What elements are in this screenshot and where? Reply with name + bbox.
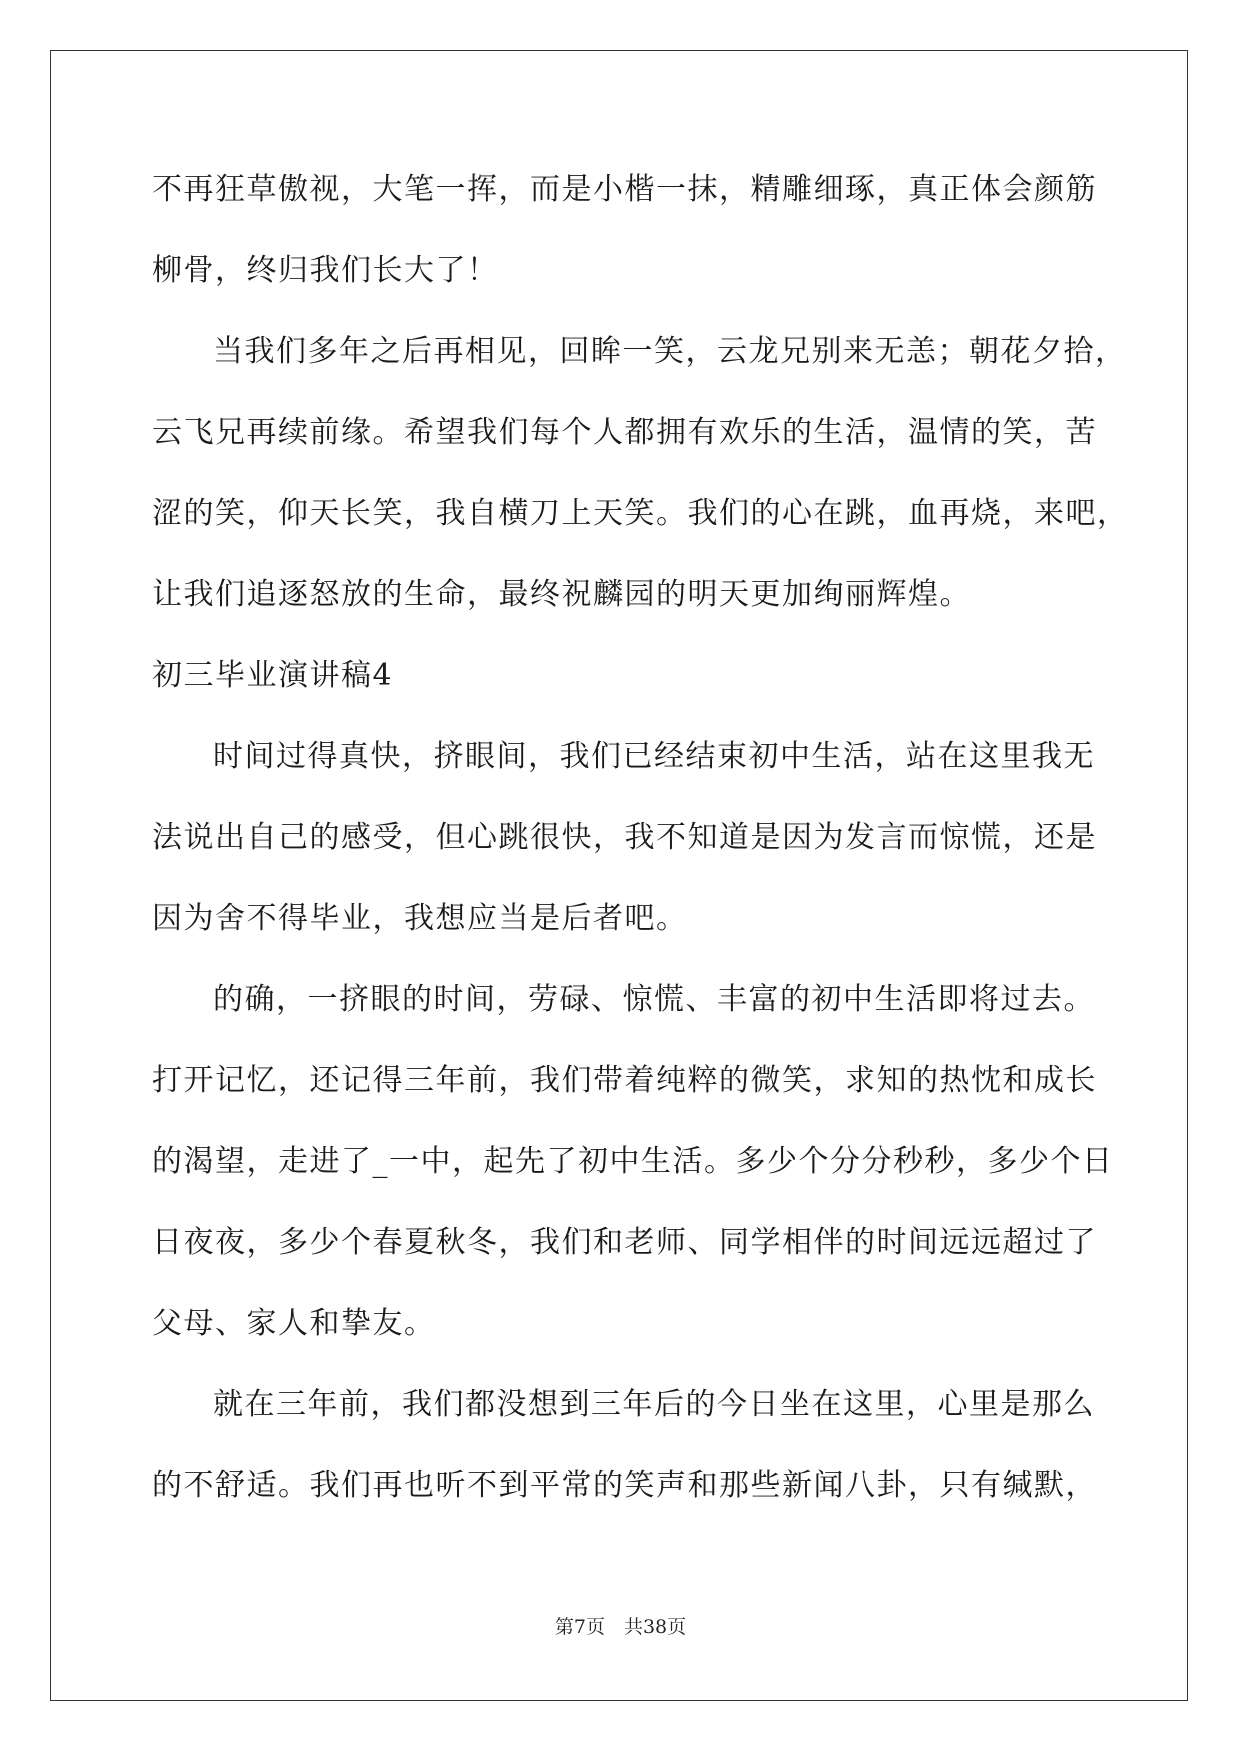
text-line: 就在三年前，我们都没想到三年后的今日坐在这里，心里是那么 (213, 1387, 1095, 1422)
text-line: 打开记忆，还记得三年前，我们带着纯粹的微笑，求知的热忱和成长 (152, 1063, 1097, 1098)
text-line: 的不舒适。我们再也听不到平常的笑声和那些新闻八卦，只有缄默， (152, 1468, 1097, 1503)
text-line: 不再狂草傲视，大笔一挥，而是小楷一抹，精雕细琢，真正体会颜筋 (152, 172, 1097, 207)
text-line: 日夜夜，多少个春夏秋冬，我们和老师、同学相伴的时间远远超过了 (152, 1225, 1097, 1260)
document-body (152, 160, 1129, 1537)
text-line: 法说出自己的感受，但心跳很快，我不知道是因为发言而惊慌，还是 (152, 820, 1097, 855)
text-line: 因为舍不得毕业，我想应当是后者吧。 (152, 901, 688, 936)
text-line: 时间过得真快，挤眼间，我们已经结束初中生活，站在这里我无 (213, 739, 1095, 774)
section-heading: 初三毕业演讲稿4 (152, 658, 394, 693)
text-line: 的渴望，走进了_一中，起先了初中生活。多少个分分秒秒，多少个日 (152, 1144, 1114, 1179)
text-line: 的确，一挤眼的时间，劳碌、惊慌、丰富的初中生活即将过去。 (213, 982, 1095, 1017)
text-line: 让我们追逐怒放的生命，最终祝麟园的明天更加绚丽辉煌。 (152, 577, 971, 612)
page-footer: 第7页 共38页 (554, 1616, 687, 1638)
text-line: 涩的笑，仰天长笑，我自横刀上天笑。我们的心在跳，血再烧，来吧， (152, 496, 1129, 531)
text-line: 云飞兄再续前缘。希望我们每个人都拥有欢乐的生活，温情的笑，苦 (152, 415, 1097, 450)
text-line: 父母、家人和挚友。 (152, 1306, 436, 1341)
text-line: 当我们多年之后再相见，回眸一笑，云龙兄别来无恙；朝花夕拾， (213, 334, 1127, 369)
text-line: 柳骨，终归我们长大了！ (152, 253, 499, 288)
